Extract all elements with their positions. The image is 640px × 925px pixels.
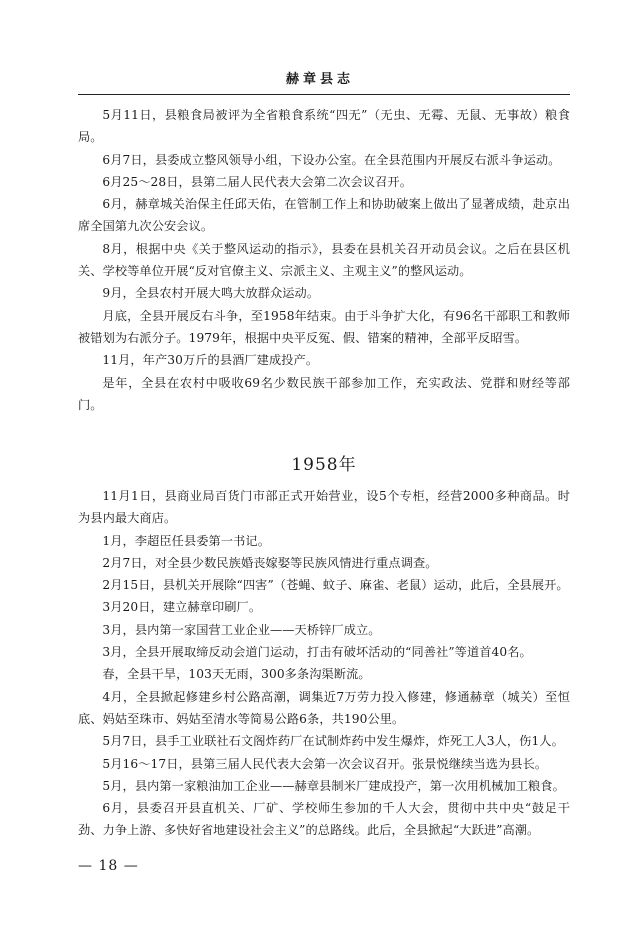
paragraph: 6月，县委召开县直机关、厂矿、学校师生参加的千人大会，贯彻中共中央“鼓足干劲、力争上游、多快好省地建设社会主义”的总路线。此后，全县掀起“大跃进”高潮。 xyxy=(78,801,570,838)
paragraph: 春，全县干旱，103天无雨，300多条沟渠断流。 xyxy=(102,667,371,682)
paragraph: 月底，全县开展反右斗争，至1958年结束。由于斗争扩大化，有96名干部职工和教师被错划为右派分子。1979年，根据中央平反冤、假、错案的精神，全部平反昭雪。 xyxy=(78,308,570,345)
paragraph: 6月25～28日，县第二届人民代表大会第二次会议召开。 xyxy=(102,174,412,189)
paragraph: 是年，全县在农村中吸收69名少数民族干部参加工作，充实政法、党群和财经等部门。 xyxy=(78,375,570,412)
paragraph: 3月，全县开展取缔反动会道门运动，打击有破坏活动的“同善社”等道首40名。 xyxy=(102,645,532,660)
paragraph: 5月16～17日，县第三届人民代表大会第一次会议召开。张景悦继续当选为县长。 xyxy=(102,756,548,771)
paragraph: 2月7日，对全县少数民族婚丧嫁娶等民族风情进行重点调查。 xyxy=(102,555,438,570)
paragraph: 3月，县内第一家国营工业企业——天桥锌厂成立。 xyxy=(102,622,381,637)
paragraph: 6月，赫章城关治保主任邱天佑，在管制工作上和协助破案上做出了显著成绩，赴京出席全国第九次公安会议。 xyxy=(78,197,570,234)
page-number: — 18 — xyxy=(78,858,139,874)
paragraph: 3月20日，建立赫章印刷厂。 xyxy=(102,600,262,615)
section-1957-body xyxy=(78,104,570,416)
paragraph: 5月11日，县粮食局被评为全省粮食系统“四无”（无虫、无霉、无鼠、无事故）粮食局。 xyxy=(78,108,570,145)
year-heading-block xyxy=(78,450,570,475)
paragraph: 11月1日，县商业局百货门市部正式开始营业，设5个专柜，经营2000多种商品。时为县内最大商店。 xyxy=(78,489,570,526)
year-heading: 1958年 xyxy=(291,455,357,475)
paragraph: 11月，年产30万斤的县酒厂建成投产。 xyxy=(102,353,319,368)
header-rule xyxy=(78,94,570,95)
paragraph: 2月15日，县机关开展除“四害”（苍蝇、蚊子、麻雀、老鼠）运动，此后，全县展开。 xyxy=(102,578,569,593)
paragraph: 8月，根据中央《关于整风运动的指示》，县委在县机关召开动员会议。之后在县区机关、学校等单位开展“反对官僚主义、宗派主义、主观主义”的整风运动。 xyxy=(78,241,570,279)
paragraph: 9月，全县农村开展大鸣大放群众运动。 xyxy=(102,286,320,301)
paragraph: 1月，李超臣任县委第一书记。 xyxy=(102,533,270,548)
paragraph: 5月，县内第一家粮油加工企业——赫章县制米厂建成投产，第一次用机械加工粮食。 xyxy=(102,778,565,793)
paragraph: 4月，全县掀起修建乡村公路高潮，调集近7万劳力投入修建，修通赫章（城关）至恒底、妈姑至珠市、妈姑至清水等简易公路6条，共190公里。 xyxy=(78,689,570,726)
running-header: 赫章县志 xyxy=(285,72,354,87)
section-1958-body xyxy=(78,485,570,842)
paragraph: 5月7日，县手工业联社石文阁炸药厂在试制炸药中发生爆炸，炸死工人3人，伤1人。 xyxy=(102,734,564,749)
paragraph: 6月7日，县委成立整风领导小组，下设办公室。在全县范围内开展反右派斗争运动。 xyxy=(102,152,561,167)
